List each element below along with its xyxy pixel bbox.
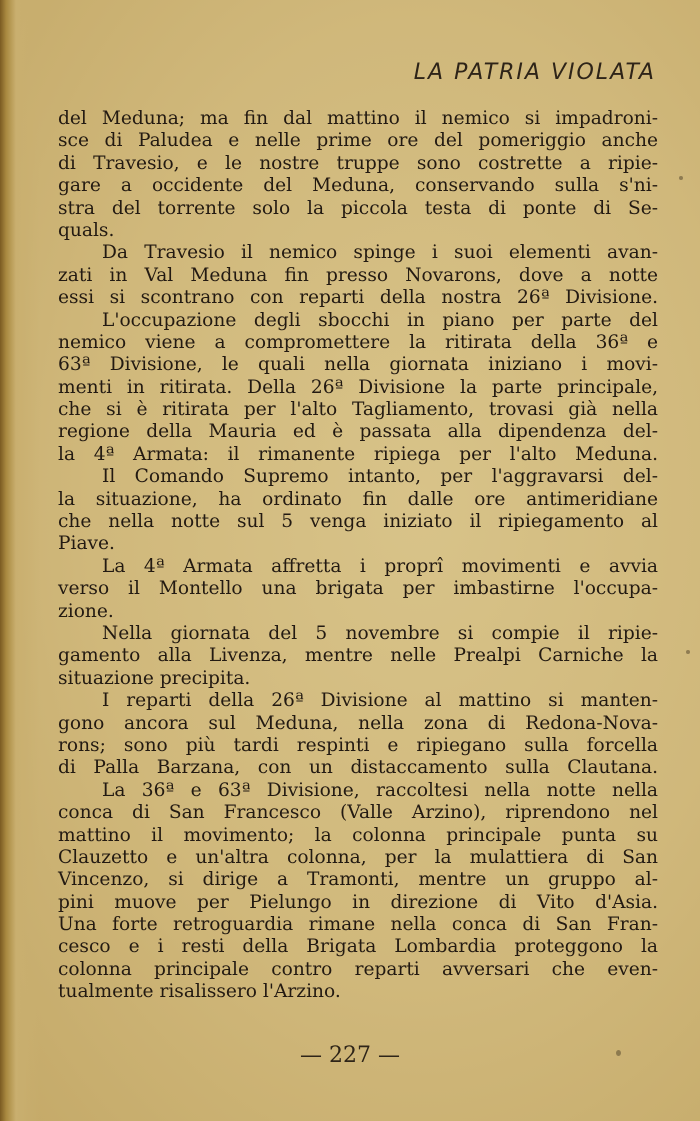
text-line: zati in Val Meduna fin presso Novarons, dove a notte bbox=[58, 264, 658, 286]
paper-speck bbox=[686, 650, 690, 654]
text-line: La 36ª e 63ª Divisione, raccoltesi nella notte nella bbox=[102, 779, 658, 801]
body-text bbox=[58, 108, 658, 1004]
text-line: situazione precipita. bbox=[58, 667, 251, 689]
text-line: gono ancora sul Meduna, nella zona di Redona-Nova- bbox=[58, 712, 658, 734]
text-line: quals. bbox=[58, 219, 115, 241]
text-line: pini muove per Pielungo in direzione di Vito d'Asia. bbox=[58, 891, 658, 913]
text-line: verso il Montello una brigata per imbastirne l'occupa- bbox=[58, 578, 658, 600]
paper-speck bbox=[616, 1050, 621, 1056]
text-line: conca di San Francesco (Valle Arzino), riprendono nel bbox=[58, 802, 658, 824]
text-line: colonna principale contro reparti avversari che even- bbox=[58, 958, 658, 980]
text-line: zione. bbox=[58, 600, 114, 622]
text-line: I reparti della 26ª Divisione al mattino si manten- bbox=[102, 690, 658, 712]
text-line: La 4ª Armata affretta i proprî movimenti e avvia bbox=[102, 555, 658, 577]
text-line: Nella giornata del 5 novembre si compie il ripie- bbox=[102, 622, 658, 644]
text-line: di Palla Barzana, con un distaccamento sulla Clautana. bbox=[58, 757, 658, 779]
text-line: Da Travesio il nemico spinge i suoi elementi avan- bbox=[102, 242, 658, 264]
text-line: cesco e i resti della Brigata Lombardia proteggono la bbox=[58, 936, 658, 958]
text-line: menti in ritirata. Della 26ª Divisione la parte principale, bbox=[58, 376, 658, 398]
text-line: che nella notte sul 5 venga iniziato il ripiegamento al bbox=[58, 511, 658, 533]
text-line: gamento alla Livenza, mentre nelle Prealpi Carniche la bbox=[58, 645, 658, 667]
text-line: stra del torrente solo la piccola testa di ponte di Se- bbox=[58, 197, 658, 219]
text-line: che si è ritirata per l'alto Tagliamento, trovasi già nella bbox=[58, 399, 658, 421]
text-line: del Meduna; ma fin dal mattino il nemico si impadroni- bbox=[58, 108, 658, 129]
text-line: nemico viene a compromettere la ritirata della 36ª e bbox=[58, 331, 658, 353]
text-line: sce di Paludea e nelle prime ore del pomeriggio anche bbox=[58, 130, 658, 152]
text-line: regione della Mauria ed è passata alla dipendenza del- bbox=[58, 421, 658, 443]
text-line: di Travesio, e le nostre truppe sono costrette a ripie- bbox=[58, 152, 658, 174]
running-head: LA PATRIA VIOLATA bbox=[413, 60, 656, 85]
text-line: tualmente risalissero l'Arzino. bbox=[58, 981, 341, 1003]
text-line: gare a occidente del Meduna, conservando sulla s'ni- bbox=[58, 175, 658, 197]
text-line: la situazione, ha ordinato fin dalle ore antimeridiane bbox=[58, 488, 658, 510]
text-line: Una forte retroguardia rimane nella conca di San Fran- bbox=[58, 914, 658, 936]
text-line: Piave. bbox=[58, 533, 115, 555]
text-line: la 4ª Armata: il rimanente ripiega per l'alto Meduna. bbox=[58, 443, 658, 465]
text-line: mattino il movimento; la colonna principale punta su bbox=[58, 824, 658, 846]
text-line: rons; sono più tardi respinti e ripiegano sulla forcella bbox=[58, 734, 658, 756]
text-line: Clauzetto e un'altra colonna, per la mulattiera di San bbox=[58, 846, 658, 868]
text-line: Il Comando Supremo intanto, per l'aggravarsi del- bbox=[102, 466, 658, 488]
page-number: — 227 — bbox=[300, 1043, 400, 1068]
text-line: 63ª Divisione, le quali nella giornata iniziano i movi- bbox=[58, 354, 658, 376]
text-line: Vincenzo, si dirige a Tramonti, mentre un gruppo al- bbox=[58, 869, 658, 891]
text-line: essi si scontrano con reparti della nostra 26ª Divisione. bbox=[58, 287, 658, 309]
text-line: L'occupazione degli sbocchi in piano per parte del bbox=[102, 309, 658, 331]
paper-speck bbox=[679, 176, 683, 180]
